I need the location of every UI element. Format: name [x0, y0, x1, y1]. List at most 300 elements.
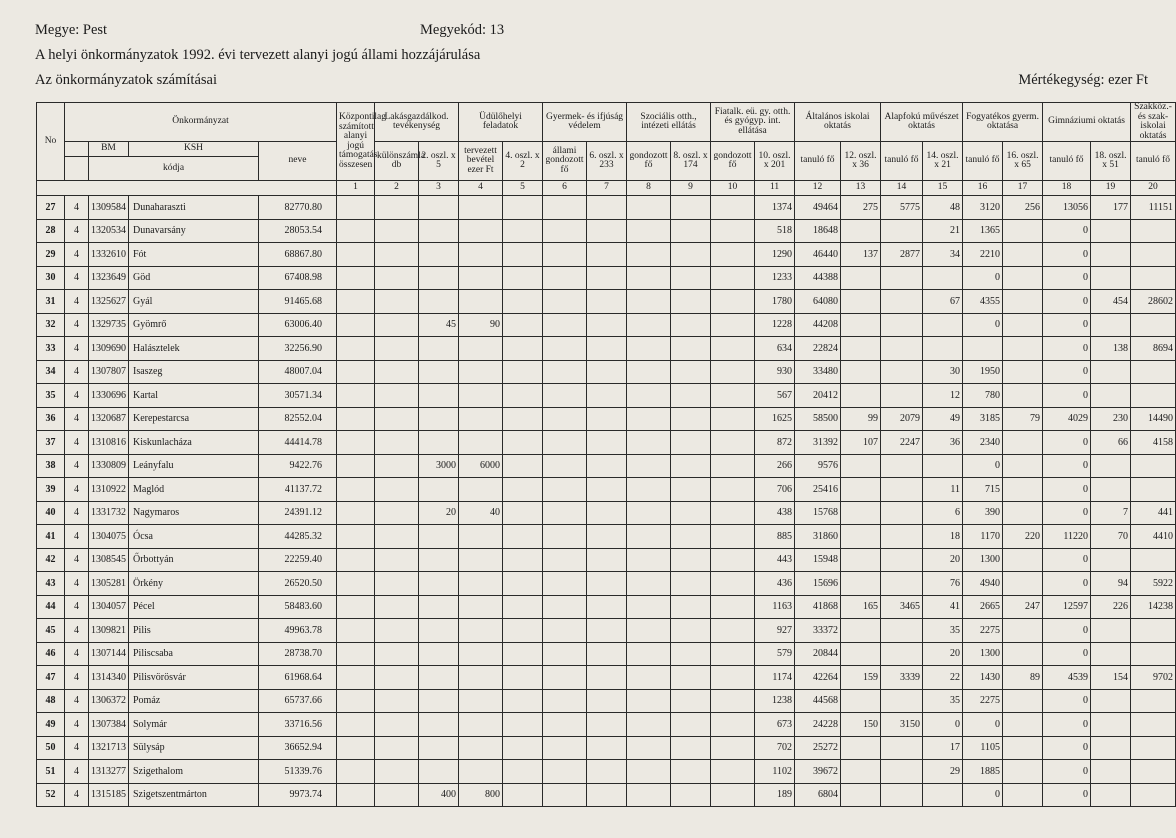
value-cell	[1091, 713, 1131, 737]
table-row	[37, 384, 1176, 408]
value-cell	[711, 454, 755, 478]
value-cell	[627, 431, 671, 455]
value-cell	[419, 196, 459, 220]
value-cell	[503, 689, 543, 713]
value-cell	[1003, 337, 1043, 361]
value-cell	[1091, 642, 1131, 666]
value-cell	[337, 360, 375, 384]
value-cell: 247	[1003, 595, 1043, 619]
row-number: 48	[37, 689, 65, 713]
value-cell	[671, 548, 711, 572]
column-number-cell: 10	[711, 181, 755, 196]
value-cell: 0	[1043, 783, 1091, 807]
value-cell	[841, 783, 881, 807]
value-cell: 3150	[881, 713, 923, 737]
value-cell: 25416	[795, 478, 841, 502]
value-cell	[375, 478, 419, 502]
sub-header: gondozott fő	[627, 142, 671, 181]
value-cell: 49464	[795, 196, 841, 220]
municipality-name: Fót	[129, 243, 259, 267]
value-cell	[419, 619, 459, 643]
value-cell	[543, 360, 587, 384]
value-cell	[503, 478, 543, 502]
value-cell	[1003, 689, 1043, 713]
value-cell	[711, 572, 755, 596]
value-cell	[375, 407, 419, 431]
value-cell	[459, 760, 503, 784]
value-cell: 65737.66	[259, 689, 337, 713]
value-cell	[459, 525, 503, 549]
row-number: 44	[37, 595, 65, 619]
value-cell: 2275	[963, 689, 1003, 713]
value-cell	[503, 431, 543, 455]
value-cell	[711, 196, 755, 220]
sub-header: tanuló fő	[795, 142, 841, 181]
value-cell	[587, 760, 627, 784]
value-cell	[1091, 313, 1131, 337]
value-cell	[419, 337, 459, 361]
value-cell	[543, 501, 587, 525]
value-cell	[337, 243, 375, 267]
value-cell	[1131, 642, 1176, 666]
value-cell: 63006.40	[259, 313, 337, 337]
value-cell	[375, 525, 419, 549]
value-cell	[459, 572, 503, 596]
value-cell	[841, 454, 881, 478]
value-cell: 0	[963, 266, 1003, 290]
value-cell	[543, 642, 587, 666]
value-cell: 34	[923, 243, 963, 267]
value-cell	[627, 243, 671, 267]
value-cell	[671, 360, 711, 384]
value-cell	[459, 713, 503, 737]
value-cell	[419, 689, 459, 713]
value-cell: 21	[923, 219, 963, 243]
value-cell: 0	[1043, 478, 1091, 502]
value-cell	[711, 619, 755, 643]
value-cell	[419, 736, 459, 760]
value-cell: 61968.64	[259, 666, 337, 690]
value-cell	[627, 478, 671, 502]
bm-code: 4	[65, 407, 89, 431]
blank-cell	[65, 157, 89, 181]
value-cell: 454	[1091, 290, 1131, 314]
value-cell	[419, 548, 459, 572]
value-cell: 11	[923, 478, 963, 502]
ksh-code: 1330809	[89, 454, 129, 478]
value-cell	[1003, 454, 1043, 478]
value-cell	[671, 337, 711, 361]
value-cell	[923, 454, 963, 478]
value-cell: 0	[1043, 431, 1091, 455]
value-cell: 22	[923, 666, 963, 690]
row-number: 30	[37, 266, 65, 290]
value-cell	[419, 666, 459, 690]
group-fogyatekos-header: Fogyatékos gyerm. oktatása	[963, 103, 1043, 142]
value-cell	[587, 431, 627, 455]
value-cell: 1780	[755, 290, 795, 314]
value-cell: 41137.72	[259, 478, 337, 502]
column-number-row	[37, 181, 1176, 196]
municipality-name: Kerepestarcsa	[129, 407, 259, 431]
value-cell: 9576	[795, 454, 841, 478]
value-cell	[627, 572, 671, 596]
value-cell	[419, 360, 459, 384]
value-cell: 0	[1043, 360, 1091, 384]
value-cell	[671, 689, 711, 713]
unit-label: Mértékegység: ezer Ft	[1018, 72, 1148, 88]
table-row	[37, 666, 1176, 690]
value-cell	[841, 501, 881, 525]
value-cell: 518	[755, 219, 795, 243]
value-cell: 28738.70	[259, 642, 337, 666]
value-cell: 154	[1091, 666, 1131, 690]
value-cell: 79	[1003, 407, 1043, 431]
value-cell	[543, 313, 587, 337]
value-cell: 0	[963, 783, 1003, 807]
value-cell	[1091, 783, 1131, 807]
value-cell: 14490	[1131, 407, 1176, 431]
value-cell: 2340	[963, 431, 1003, 455]
value-cell: 58500	[795, 407, 841, 431]
value-cell: 4158	[1131, 431, 1176, 455]
value-cell: 94	[1091, 572, 1131, 596]
value-cell	[375, 666, 419, 690]
column-number-cell: 3	[419, 181, 459, 196]
value-cell: 99	[841, 407, 881, 431]
value-cell: 17	[923, 736, 963, 760]
value-cell: 22824	[795, 337, 841, 361]
table-row	[37, 525, 1176, 549]
value-cell	[337, 431, 375, 455]
value-cell	[503, 384, 543, 408]
value-cell: 0	[1043, 219, 1091, 243]
column-number-cell: 18	[1043, 181, 1091, 196]
bm-code: 4	[65, 783, 89, 807]
value-cell	[543, 619, 587, 643]
bm-code: 4	[65, 760, 89, 784]
value-cell	[503, 243, 543, 267]
value-cell: 82552.04	[259, 407, 337, 431]
value-cell	[1131, 713, 1176, 737]
value-cell: 3120	[963, 196, 1003, 220]
municipality-name: Ócsa	[129, 525, 259, 549]
value-cell: 32256.90	[259, 337, 337, 361]
value-cell: 1365	[963, 219, 1003, 243]
value-cell	[1091, 736, 1131, 760]
value-cell	[459, 243, 503, 267]
value-cell	[375, 290, 419, 314]
value-cell	[627, 783, 671, 807]
value-cell	[337, 689, 375, 713]
value-cell: 11220	[1043, 525, 1091, 549]
value-cell: 1238	[755, 689, 795, 713]
value-cell	[881, 266, 923, 290]
value-cell: 1430	[963, 666, 1003, 690]
value-cell	[587, 290, 627, 314]
value-cell: 1300	[963, 548, 1003, 572]
bm-code: 4	[65, 219, 89, 243]
municipality-name: Kiskunlacháza	[129, 431, 259, 455]
value-cell	[711, 760, 755, 784]
value-cell	[459, 337, 503, 361]
bm-code: 4	[65, 525, 89, 549]
value-cell: 29	[923, 760, 963, 784]
value-cell	[503, 783, 543, 807]
sub-header: 8. oszl. x 174	[671, 142, 711, 181]
county-label: Megye: Pest	[35, 22, 108, 38]
value-cell: 30571.34	[259, 384, 337, 408]
value-cell: 266	[755, 454, 795, 478]
value-cell: 12597	[1043, 595, 1091, 619]
sub-header: különszámla db	[375, 142, 419, 181]
sub-header: 16. oszl. x 65	[1003, 142, 1043, 181]
value-cell	[587, 666, 627, 690]
value-cell: 25272	[795, 736, 841, 760]
municipality-name: Pilis	[129, 619, 259, 643]
value-cell	[587, 501, 627, 525]
value-cell: 5775	[881, 196, 923, 220]
value-cell	[841, 290, 881, 314]
group-fiatalk-header: Fiatalk. eü. gy. otth. és gyógyp. int. ellátása	[711, 103, 795, 142]
bm-code: 4	[65, 431, 89, 455]
value-cell	[627, 760, 671, 784]
value-cell: 3339	[881, 666, 923, 690]
value-cell: 40	[459, 501, 503, 525]
value-cell	[671, 407, 711, 431]
value-cell	[1003, 243, 1043, 267]
col-kodja-header: kódja	[89, 157, 259, 181]
value-cell	[711, 219, 755, 243]
value-cell	[419, 219, 459, 243]
value-cell	[337, 337, 375, 361]
value-cell	[711, 525, 755, 549]
value-cell	[881, 783, 923, 807]
municipality-name: Pomáz	[129, 689, 259, 713]
document-subtitle: Az önkormányzatok számításai	[35, 72, 217, 88]
value-cell: 0	[1043, 454, 1091, 478]
value-cell: 702	[755, 736, 795, 760]
ksh-code: 1309690	[89, 337, 129, 361]
value-cell	[841, 760, 881, 784]
value-cell: 48007.04	[259, 360, 337, 384]
value-cell	[963, 337, 1003, 361]
value-cell: 1625	[755, 407, 795, 431]
sub-header: tanuló fő	[881, 142, 923, 181]
value-cell: 44568	[795, 689, 841, 713]
row-number: 52	[37, 783, 65, 807]
value-cell	[1131, 760, 1176, 784]
value-cell: 14238	[1131, 595, 1176, 619]
value-cell: 58483.60	[259, 595, 337, 619]
row-number: 49	[37, 713, 65, 737]
value-cell	[587, 642, 627, 666]
value-cell	[337, 196, 375, 220]
table-row	[37, 243, 1176, 267]
value-cell: 150	[841, 713, 881, 737]
value-cell: 107	[841, 431, 881, 455]
bm-code: 4	[65, 313, 89, 337]
value-cell: 3185	[963, 407, 1003, 431]
value-cell: 1950	[963, 360, 1003, 384]
column-number-cell: 8	[627, 181, 671, 196]
value-cell	[1091, 360, 1131, 384]
value-cell	[711, 266, 755, 290]
group-szakkoz-header: Szakköz.- és szak-iskolai oktatás	[1131, 103, 1176, 142]
value-cell	[587, 548, 627, 572]
value-cell	[375, 384, 419, 408]
value-cell: 2877	[881, 243, 923, 267]
ksh-code: 1320687	[89, 407, 129, 431]
municipality-name: Örkény	[129, 572, 259, 596]
value-cell: 436	[755, 572, 795, 596]
value-cell	[375, 501, 419, 525]
value-cell: 443	[755, 548, 795, 572]
table-row	[37, 572, 1176, 596]
row-number: 32	[37, 313, 65, 337]
value-cell	[627, 689, 671, 713]
row-number: 45	[37, 619, 65, 643]
value-cell: 2247	[881, 431, 923, 455]
value-cell	[503, 619, 543, 643]
value-cell	[543, 454, 587, 478]
ksh-code: 1307807	[89, 360, 129, 384]
value-cell	[419, 478, 459, 502]
value-cell	[375, 572, 419, 596]
value-cell	[841, 360, 881, 384]
group-gimnaziumi-header: Gimnáziumi oktatás	[1043, 103, 1131, 142]
value-cell: 24391.12	[259, 501, 337, 525]
ksh-code: 1314340	[89, 666, 129, 690]
value-cell	[1003, 219, 1043, 243]
table-row	[37, 219, 1176, 243]
value-cell: 0	[1043, 760, 1091, 784]
sub-header: 12. oszl. x 36	[841, 142, 881, 181]
value-cell	[923, 783, 963, 807]
value-cell: 0	[1043, 290, 1091, 314]
value-cell: 927	[755, 619, 795, 643]
sub-header: 10. oszl. x 201	[755, 142, 795, 181]
value-cell	[587, 360, 627, 384]
value-cell: 12	[923, 384, 963, 408]
value-cell: 76	[923, 572, 963, 596]
value-cell: 67	[923, 290, 963, 314]
value-cell	[337, 713, 375, 737]
value-cell: 0	[1043, 548, 1091, 572]
value-cell	[587, 689, 627, 713]
value-cell	[881, 619, 923, 643]
value-cell	[841, 478, 881, 502]
value-cell	[375, 196, 419, 220]
value-cell: 26520.50	[259, 572, 337, 596]
value-cell: 20412	[795, 384, 841, 408]
municipality-name: Leányfalu	[129, 454, 259, 478]
value-cell	[543, 290, 587, 314]
value-cell	[503, 595, 543, 619]
value-cell	[375, 689, 419, 713]
value-cell	[841, 619, 881, 643]
value-cell: 930	[755, 360, 795, 384]
value-cell	[1003, 501, 1043, 525]
value-cell	[459, 407, 503, 431]
value-cell	[337, 736, 375, 760]
value-cell	[1131, 689, 1176, 713]
value-cell	[1091, 266, 1131, 290]
value-cell: 6	[923, 501, 963, 525]
value-cell	[375, 736, 419, 760]
value-cell	[711, 689, 755, 713]
value-cell	[459, 689, 503, 713]
value-cell	[841, 548, 881, 572]
value-cell: 6000	[459, 454, 503, 478]
value-cell	[337, 666, 375, 690]
sub-header: 14. oszl. x 21	[923, 142, 963, 181]
value-cell: 189	[755, 783, 795, 807]
value-cell	[543, 713, 587, 737]
column-number-cell: 11	[755, 181, 795, 196]
value-cell	[419, 525, 459, 549]
value-cell	[587, 454, 627, 478]
value-cell	[881, 337, 923, 361]
table-row	[37, 266, 1176, 290]
value-cell	[1003, 360, 1043, 384]
value-cell	[671, 736, 711, 760]
value-cell	[881, 360, 923, 384]
value-cell: 35	[923, 689, 963, 713]
value-cell	[543, 689, 587, 713]
value-cell	[459, 478, 503, 502]
allocation-table	[36, 102, 1176, 807]
municipality-name: Dunaharaszti	[129, 196, 259, 220]
value-cell	[627, 313, 671, 337]
ksh-code: 1330696	[89, 384, 129, 408]
value-cell	[587, 384, 627, 408]
value-cell	[587, 219, 627, 243]
bm-code: 4	[65, 548, 89, 572]
value-cell: 0	[963, 454, 1003, 478]
value-cell: 1885	[963, 760, 1003, 784]
value-cell: 0	[1043, 689, 1091, 713]
value-cell	[1131, 736, 1176, 760]
value-cell	[627, 713, 671, 737]
value-cell	[375, 642, 419, 666]
sub-header: tanuló fő	[1043, 142, 1091, 181]
value-cell	[671, 266, 711, 290]
value-cell	[587, 525, 627, 549]
value-cell: 1374	[755, 196, 795, 220]
value-cell	[711, 595, 755, 619]
ksh-code: 1309821	[89, 619, 129, 643]
value-cell	[419, 642, 459, 666]
value-cell: 400	[419, 783, 459, 807]
value-cell	[671, 243, 711, 267]
value-cell	[1003, 783, 1043, 807]
value-cell	[841, 736, 881, 760]
value-cell: 0	[1043, 572, 1091, 596]
value-cell	[841, 313, 881, 337]
value-cell: 67408.98	[259, 266, 337, 290]
value-cell	[337, 572, 375, 596]
value-cell: 780	[963, 384, 1003, 408]
value-cell	[671, 384, 711, 408]
value-cell: 66	[1091, 431, 1131, 455]
group-gyermek-header: Gyermek- és ifjúság védelem	[543, 103, 627, 142]
value-cell: 0	[1043, 642, 1091, 666]
value-cell	[587, 595, 627, 619]
value-cell	[419, 595, 459, 619]
value-cell	[459, 384, 503, 408]
value-cell: 441	[1131, 501, 1176, 525]
